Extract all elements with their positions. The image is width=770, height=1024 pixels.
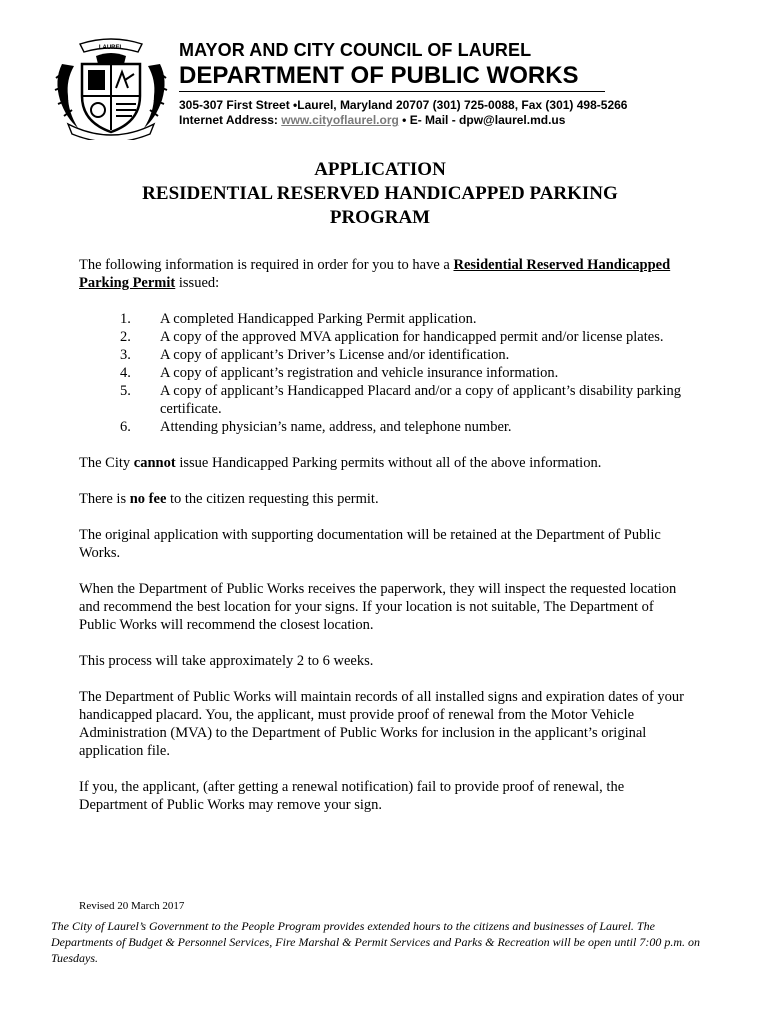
removal-paragraph: If you, the applicant, (after getting a renewal notification) fail to provide proof of renewal, the Department of Public Works may remove your sign.: [79, 779, 625, 813]
inspection-paragraph: When the Department of Public Works receives the paperwork, they will inspect the requested location and recommend the best location for your signs. If your location is not suitable, The Department of Public Works will recommend the closest location.: [79, 581, 677, 633]
internet-address-label: Internet Address:: [179, 113, 278, 127]
list-item: [79, 364, 689, 382]
retained-paragraph: The original application with supporting documentation will be retained at the Department of Public Works.: [79, 527, 661, 561]
list-item-text: A copy of applicant’s Driver’s License and/or identification.: [160, 347, 510, 363]
paragraph-text: The City: [79, 455, 134, 471]
title-line-3: PROGRAM: [329, 207, 431, 228]
document-body: [79, 256, 689, 832]
permit-name: Residential Reserved Handicapped Parking Permit: [79, 257, 671, 291]
list-item-number: 6.: [120, 419, 131, 435]
list-item: [79, 382, 689, 418]
list-item: [79, 418, 689, 436]
intro-paragraph: [79, 256, 689, 292]
email-address: • E- Mail - dpw@laurel.md.us: [402, 113, 566, 127]
list-item-text: A copy of the approved MVA application for handicapped permit and/or license plates.: [160, 329, 664, 345]
list-item-number: 4.: [120, 365, 131, 381]
intro-text: The following information is required in order for you to have a: [79, 257, 454, 273]
no-fee-emphasis: no fee: [129, 491, 167, 507]
city-seal-logo: [52, 34, 170, 140]
title-line-2: RESIDENTIAL RESERVED HANDICAPPED PARKING: [142, 183, 618, 204]
paragraph-text: to the citizen requesting this permit.: [166, 491, 379, 507]
department-address: 305-307 First Street •Laurel, Maryland 20707 (301) 725-0088, Fax (301) 498-5266: [179, 98, 628, 112]
document-title: [0, 158, 760, 230]
website-link[interactable]: www.cityoflaurel.org: [281, 113, 399, 127]
no-fee-paragraph: [79, 490, 689, 508]
list-item-number: 3.: [120, 347, 131, 363]
list-item-number: 2.: [120, 329, 131, 345]
footer-note: The City of Laurel’s Government to the People Program provides extended hours to the citizens and businesses of Laurel. The Departments of Budget & Personnel Services, Fire Marshal & Permit Services and Parks & Recreation will be open until 7:00 p.m. on Tuesdays.: [51, 919, 700, 965]
records-paragraph: The Department of Public Works will maintain records of all installed signs and expiration dates of your handicapped placard. You, the applicant, must provide proof of renewal from the Motor Vehicle Administration (MVA) to the Department of Public Works for inclusion in the applicant’s original application file.: [79, 689, 685, 759]
list-item-number: 1.: [120, 311, 131, 327]
list-item-text: A copy of applicant’s registration and vehicle insurance information.: [160, 365, 559, 381]
requirements-list: [79, 310, 689, 436]
paragraph-text: issue Handicapped Parking permits without all of the above information.: [175, 455, 602, 471]
contact-line: [179, 113, 619, 128]
revision-date: Revised 20 March 2017: [79, 900, 185, 912]
cannot-emphasis: cannot: [133, 455, 176, 471]
list-item-text: Attending physician’s name, address, and telephone number.: [160, 419, 512, 435]
duration-paragraph: This process will take approximately 2 to 6 weeks.: [79, 653, 374, 669]
letterhead: [179, 40, 628, 128]
cannot-issue-paragraph: [79, 454, 689, 472]
intro-text-end: issued:: [175, 275, 220, 291]
council-name: MAYOR AND CITY COUNCIL OF LAUREL: [179, 40, 532, 60]
list-item-text: A completed Handicapped Parking Permit application.: [160, 311, 477, 327]
list-item-text: A copy of applicant’s Handicapped Placard and/or a copy of applicant’s disability parking certificate.: [160, 383, 682, 417]
svg-text:LAUREL: LAUREL: [98, 45, 124, 51]
department-name: DEPARTMENT OF PUBLIC WORKS: [179, 63, 605, 92]
title-line-1: APPLICATION: [314, 159, 446, 180]
list-item-number: 5.: [120, 383, 131, 399]
list-item: [79, 328, 689, 346]
list-item: [79, 310, 689, 328]
list-item: [79, 346, 689, 364]
paragraph-text: There is: [79, 491, 130, 507]
